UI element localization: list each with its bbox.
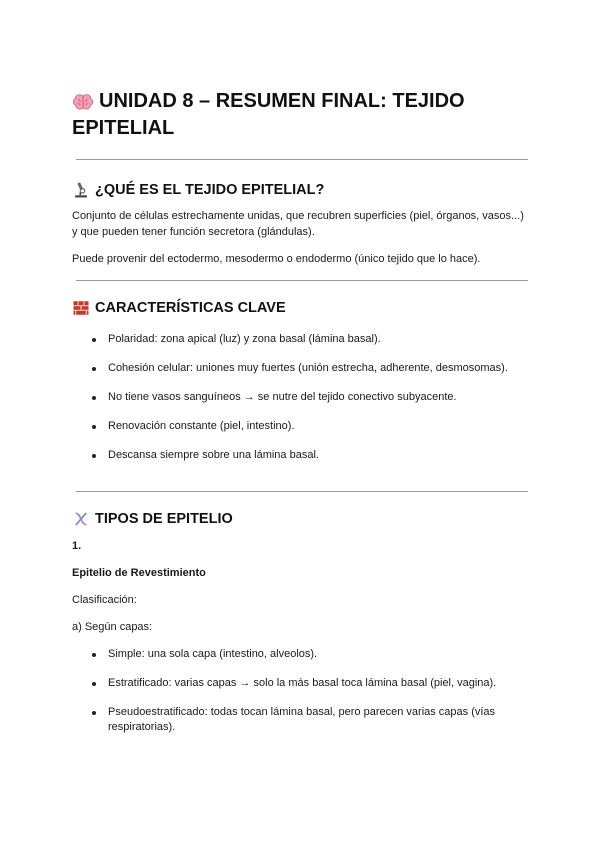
document-content bbox=[72, 88, 528, 735]
section-heading-types: TIPOS DE EPITELIO bbox=[72, 509, 528, 529]
section-heading-what-is: ¿QUÉ ES EL TEJIDO EPITELIAL? bbox=[72, 180, 528, 200]
list-item: Renovación constante (piel, intestino). bbox=[72, 419, 528, 434]
brain-icon bbox=[72, 91, 94, 113]
list-item: Simple: una sola capa (intestino, alveolos). bbox=[72, 647, 528, 662]
origin-paragraph: Puede provenir del ectodermo, mesodermo o endodermo (único tejido que lo hace). bbox=[72, 253, 481, 265]
dna-icon bbox=[72, 510, 90, 528]
definition-paragraph: Conjunto de células estrechamente unidas, que recubren superficies (piel, órganos, vasos...) y que pueden tener función secretora (glándulas). bbox=[72, 210, 524, 238]
epithelium-types-list bbox=[72, 647, 528, 735]
list-item: Estratificado: varias capas → solo la más basal toca lámina basal (piel, vagina). bbox=[72, 676, 528, 691]
subsection-title: Epitelio de Revestimiento bbox=[72, 567, 206, 579]
characteristics-list bbox=[72, 332, 528, 463]
list-item: Polaridad: zona apical (luz) y zona basal (lámina basal). bbox=[72, 332, 528, 347]
microscope-icon bbox=[72, 181, 90, 199]
list-item: Pseudoestratificado: todas tocan lámina basal, pero parecen varias capas (vías respiratorias). bbox=[72, 705, 528, 735]
by-layers-label: a) Según capas: bbox=[72, 621, 153, 633]
title-text: UNIDAD 8 – RESUMEN FINAL: TEJIDO EPITELIAL bbox=[72, 90, 465, 139]
page-title bbox=[72, 88, 528, 142]
list-number: 1. bbox=[72, 540, 82, 552]
section-heading-characteristics: CARACTERÍSTICAS CLAVE bbox=[72, 298, 528, 318]
brick-wall-icon bbox=[72, 299, 90, 317]
list-item: Descansa siempre sobre una lámina basal. bbox=[72, 448, 528, 463]
list-item: No tiene vasos sanguíneos → se nutre del tejido conectivo subyacente. bbox=[72, 390, 528, 405]
classification-label: Clasificación: bbox=[72, 594, 137, 606]
list-item: Cohesión celular: uniones muy fuertes (unión estrecha, adherente, desmosomas). bbox=[72, 361, 528, 376]
